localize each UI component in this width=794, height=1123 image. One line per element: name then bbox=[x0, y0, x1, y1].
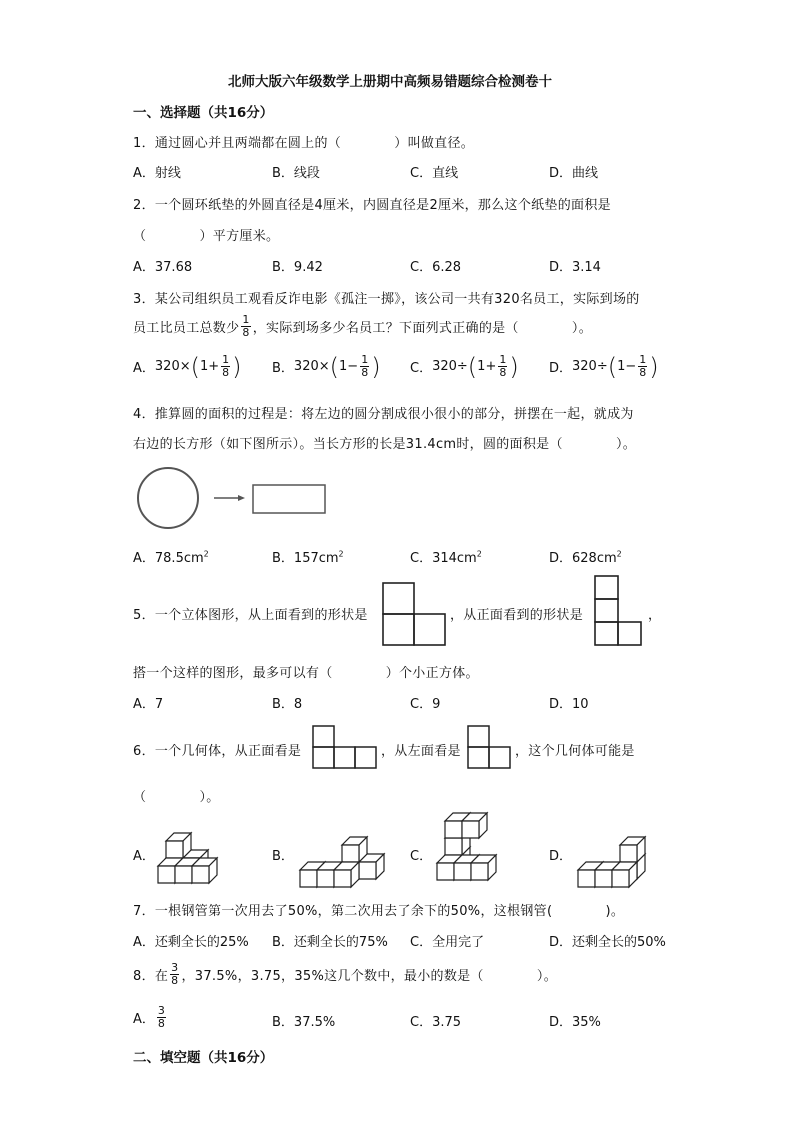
paren-open: ( bbox=[329, 352, 340, 381]
q5-front-view-figure bbox=[594, 575, 642, 647]
q8-option-a-fraction bbox=[157, 1005, 166, 1030]
page-title: 北师大版六年级数学上册期中高频易错题综合检测卷十 bbox=[228, 74, 552, 90]
q4-option-a-value: A．78.5cm bbox=[133, 551, 204, 566]
q3-option-b-lead: 320× bbox=[293, 359, 330, 374]
q5-option-c: C．9 bbox=[410, 697, 441, 712]
paren-open: ( bbox=[607, 352, 618, 381]
q3-option-b bbox=[272, 354, 381, 379]
question-5-text-part2: ，从正面看到的形状是 bbox=[450, 608, 584, 623]
q3-fraction bbox=[241, 314, 250, 339]
q1-option-d: D．曲线 bbox=[549, 166, 599, 181]
numerator: 3 bbox=[171, 961, 179, 974]
q3-option-d bbox=[549, 354, 659, 379]
paren-open: ( bbox=[190, 352, 200, 381]
section-heading-fill-in: 二、填空题（共16分） bbox=[133, 1050, 274, 1066]
cube-icon bbox=[612, 862, 637, 887]
q4-option-d-value: D．628cm bbox=[549, 551, 617, 566]
paren-close: ) bbox=[649, 352, 659, 381]
q3-option-c-one: 1+ bbox=[477, 359, 497, 374]
q3-option-a-fraction bbox=[221, 354, 230, 379]
q3-text-part1: 员工比员工总数少 bbox=[133, 321, 240, 336]
q7-option-d: D．还剩全长的50% bbox=[549, 935, 666, 950]
q4-option-d bbox=[549, 547, 622, 566]
q8-text-part2: ，37.5%，3.75，35%这几个数中，最小的数是（ ）。 bbox=[181, 969, 558, 984]
question-8-text bbox=[133, 962, 557, 987]
q2-option-c: C．6.28 bbox=[410, 260, 462, 275]
q3-option-d-one: 1− bbox=[617, 359, 637, 374]
q8-fraction bbox=[170, 962, 179, 987]
q4-option-a bbox=[133, 547, 209, 566]
q6-option-a-label: A． bbox=[133, 849, 155, 864]
numerator: 3 bbox=[157, 1004, 165, 1017]
question-2-text-line2: （ ）平方厘米。 bbox=[133, 229, 280, 244]
q3-option-b-one: 1− bbox=[339, 359, 359, 374]
superscript: 2 bbox=[616, 549, 622, 559]
q1-option-b: B．线段 bbox=[272, 166, 320, 181]
question-6-text-part1: 6．一个几何体，从正面看是 bbox=[133, 744, 302, 759]
q4-option-b-value: B．157cm bbox=[272, 551, 339, 566]
q1-option-a: A．射线 bbox=[133, 166, 181, 181]
q3-option-a-one: 1+ bbox=[200, 359, 220, 374]
question-4-text-line2: 右边的长方形（如下图所示）。当长方形的长是31.4cm时，圆的面积是（ ）。 bbox=[133, 437, 637, 452]
q7-option-a: A．还剩全长的25% bbox=[133, 935, 249, 950]
question-6-text-part3: ，这个几何体可能是 bbox=[515, 744, 635, 759]
superscript: 2 bbox=[203, 549, 209, 559]
denominator: 8 bbox=[222, 366, 230, 379]
section-heading-choice: 一、选择题（共16分） bbox=[133, 105, 274, 121]
q4-option-c bbox=[410, 547, 482, 566]
numerator: 1 bbox=[499, 353, 507, 366]
q7-option-c: C．全用完了 bbox=[410, 935, 485, 950]
q6-option-d-label: D． bbox=[549, 849, 573, 864]
q6-option-b-label: B． bbox=[272, 849, 294, 864]
q6-option-c-label: C． bbox=[410, 849, 433, 864]
q5-top-view-figure bbox=[382, 582, 446, 646]
q6-left-view-figure bbox=[467, 725, 513, 769]
denominator: 8 bbox=[157, 1017, 165, 1030]
q8-option-a-label: A． bbox=[133, 1012, 155, 1027]
cube-icon bbox=[471, 855, 496, 880]
q6-option-a-cube-figure bbox=[154, 818, 234, 886]
question-7-text: 7．一根钢管第一次用去了50%，第二次用去了余下的50%，这根钢管( )。 bbox=[133, 904, 625, 919]
question-3-text-line2 bbox=[133, 314, 592, 339]
q5-option-d: D．10 bbox=[549, 697, 589, 712]
q3-option-c-label: C． bbox=[410, 361, 433, 376]
numerator: 1 bbox=[361, 353, 369, 366]
q8-option-c: C．3.75 bbox=[410, 1015, 462, 1030]
q2-option-b: B．9.42 bbox=[272, 260, 323, 275]
q2-option-a: A．37.68 bbox=[133, 260, 193, 275]
circle-shape bbox=[138, 468, 198, 528]
q6-option-b-cube-figure bbox=[296, 822, 386, 890]
q3-option-b-fraction bbox=[360, 354, 369, 379]
q3-option-a-label: A． bbox=[133, 361, 155, 376]
q8-option-b: B．37.5% bbox=[272, 1015, 336, 1030]
question-6-text-part2: ，从左面看是 bbox=[381, 744, 461, 759]
superscript: 2 bbox=[476, 549, 482, 559]
q6-option-c-cube-figure bbox=[433, 815, 503, 889]
question-1-text: 1．通过圆心并且两端都在圆上的（ ）叫做直径。 bbox=[133, 136, 475, 151]
q3-option-d-label: D． bbox=[549, 361, 573, 376]
q3-option-b-label: B． bbox=[272, 361, 294, 376]
question-5-text-part1: 5．一个立体图形，从上面看到的形状是 bbox=[133, 608, 368, 623]
cube-icon bbox=[342, 837, 367, 862]
question-5-text-line2: 搭一个这样的图形，最多可以有（ ）个小正方体。 bbox=[133, 666, 479, 681]
denominator: 8 bbox=[171, 974, 179, 987]
q3-option-c bbox=[410, 354, 519, 379]
question-4-text-line1: 4．推算圆的面积的过程是：将左边的圆分割成很小很小的部分，拼摆在一起，就成为 bbox=[133, 407, 634, 422]
question-6-text-line2: （ ）。 bbox=[133, 790, 220, 805]
q3-option-c-lead: 320÷ bbox=[432, 359, 468, 374]
q3-option-c-fraction bbox=[498, 354, 507, 379]
paren-close: ) bbox=[509, 352, 519, 381]
q4-option-b bbox=[272, 547, 344, 566]
denominator: 8 bbox=[499, 366, 507, 379]
cube-icon bbox=[192, 858, 217, 883]
question-5-text-part3: ， bbox=[648, 608, 662, 623]
numerator: 1 bbox=[639, 353, 647, 366]
q3-option-d-fraction bbox=[638, 354, 647, 379]
numerator: 1 bbox=[222, 353, 230, 366]
q1-option-c: C．直线 bbox=[410, 166, 459, 181]
arrow-head-icon bbox=[238, 495, 245, 501]
q5-option-a: A．7 bbox=[133, 697, 164, 712]
paren-close: ) bbox=[371, 352, 381, 381]
q5-option-b: B．8 bbox=[272, 697, 303, 712]
q2-option-d: D．3.14 bbox=[549, 260, 601, 275]
q3-fraction-denominator: 8 bbox=[242, 326, 250, 339]
paren-close: ) bbox=[232, 352, 242, 381]
superscript: 2 bbox=[338, 549, 344, 559]
paren-open: ( bbox=[467, 352, 478, 381]
cube-icon bbox=[620, 837, 645, 862]
cube-icon bbox=[334, 862, 359, 887]
q3-text-part2: ，实际到场多少名员工？下面列式正确的是（ ）。 bbox=[252, 321, 593, 336]
q6-front-view-figure bbox=[312, 725, 378, 769]
q8-option-a bbox=[133, 1005, 168, 1030]
question-2-text-line1: 2．一个圆环纸垫的外圆直径是4厘米，内圆直径是2厘米，那么这个纸垫的面积是 bbox=[133, 198, 611, 213]
rectangle-shape bbox=[253, 485, 325, 513]
q3-option-a bbox=[133, 354, 242, 379]
q4-option-c-value: C．314cm bbox=[410, 551, 477, 566]
question-3-text-line1: 3．某公司组织员工观看反诈电影《孤注一掷》，该公司一共有320名员工，实际到场的 bbox=[133, 292, 640, 307]
q6-option-d-cube-figure bbox=[574, 822, 654, 890]
q3-option-d-lead: 320÷ bbox=[572, 359, 608, 374]
cube-icon bbox=[462, 813, 487, 838]
q7-option-b: B．还剩全长的75% bbox=[272, 935, 388, 950]
denominator: 8 bbox=[361, 366, 369, 379]
q8-option-d: D．35% bbox=[549, 1015, 601, 1030]
denominator: 8 bbox=[639, 366, 647, 379]
q3-option-a-lead: 320× bbox=[154, 359, 191, 374]
circle-to-rectangle-diagram bbox=[133, 464, 333, 534]
cube-icon bbox=[166, 833, 191, 858]
q8-text-part1: 8．在 bbox=[133, 969, 169, 984]
q3-fraction-numerator: 1 bbox=[242, 313, 250, 326]
